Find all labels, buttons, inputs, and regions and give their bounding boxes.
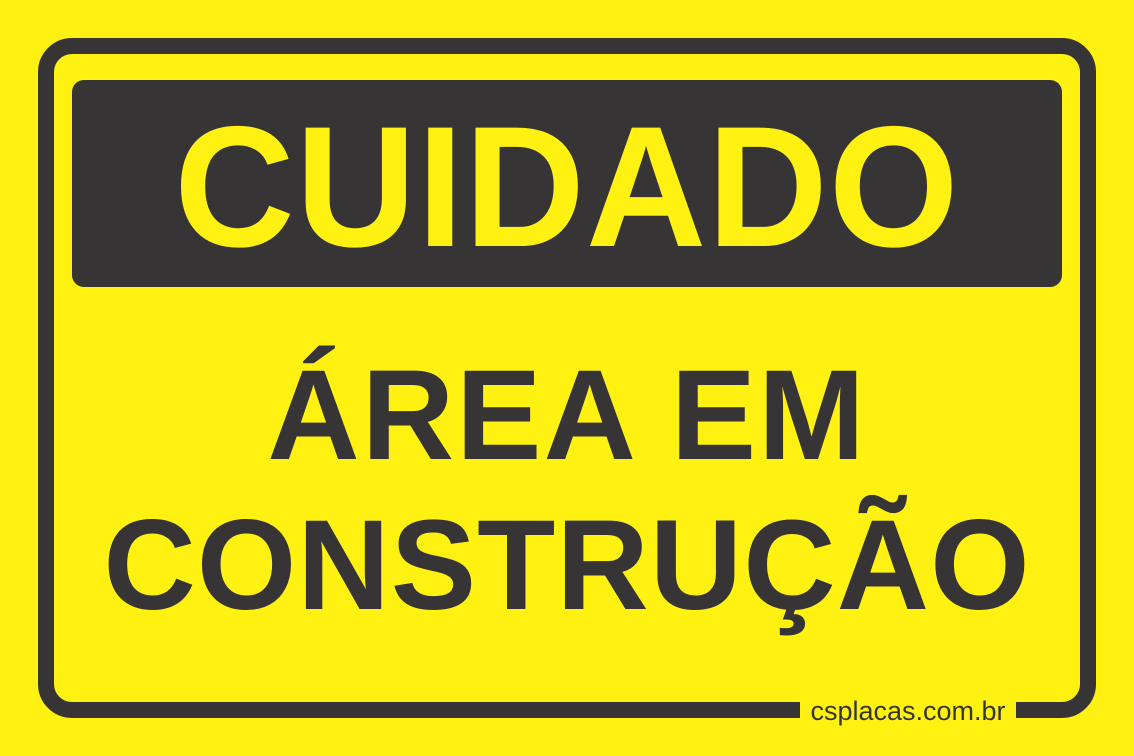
sign-message-line2: CONSTRUÇÃO xyxy=(103,494,1031,637)
sign-message-line1: ÁREA EM xyxy=(267,344,867,487)
sign-header: CUIDADO xyxy=(174,90,960,283)
header-band xyxy=(72,80,1062,287)
watermark-text: csplacas.com.br xyxy=(810,695,1006,726)
watermark-box xyxy=(800,694,1016,728)
